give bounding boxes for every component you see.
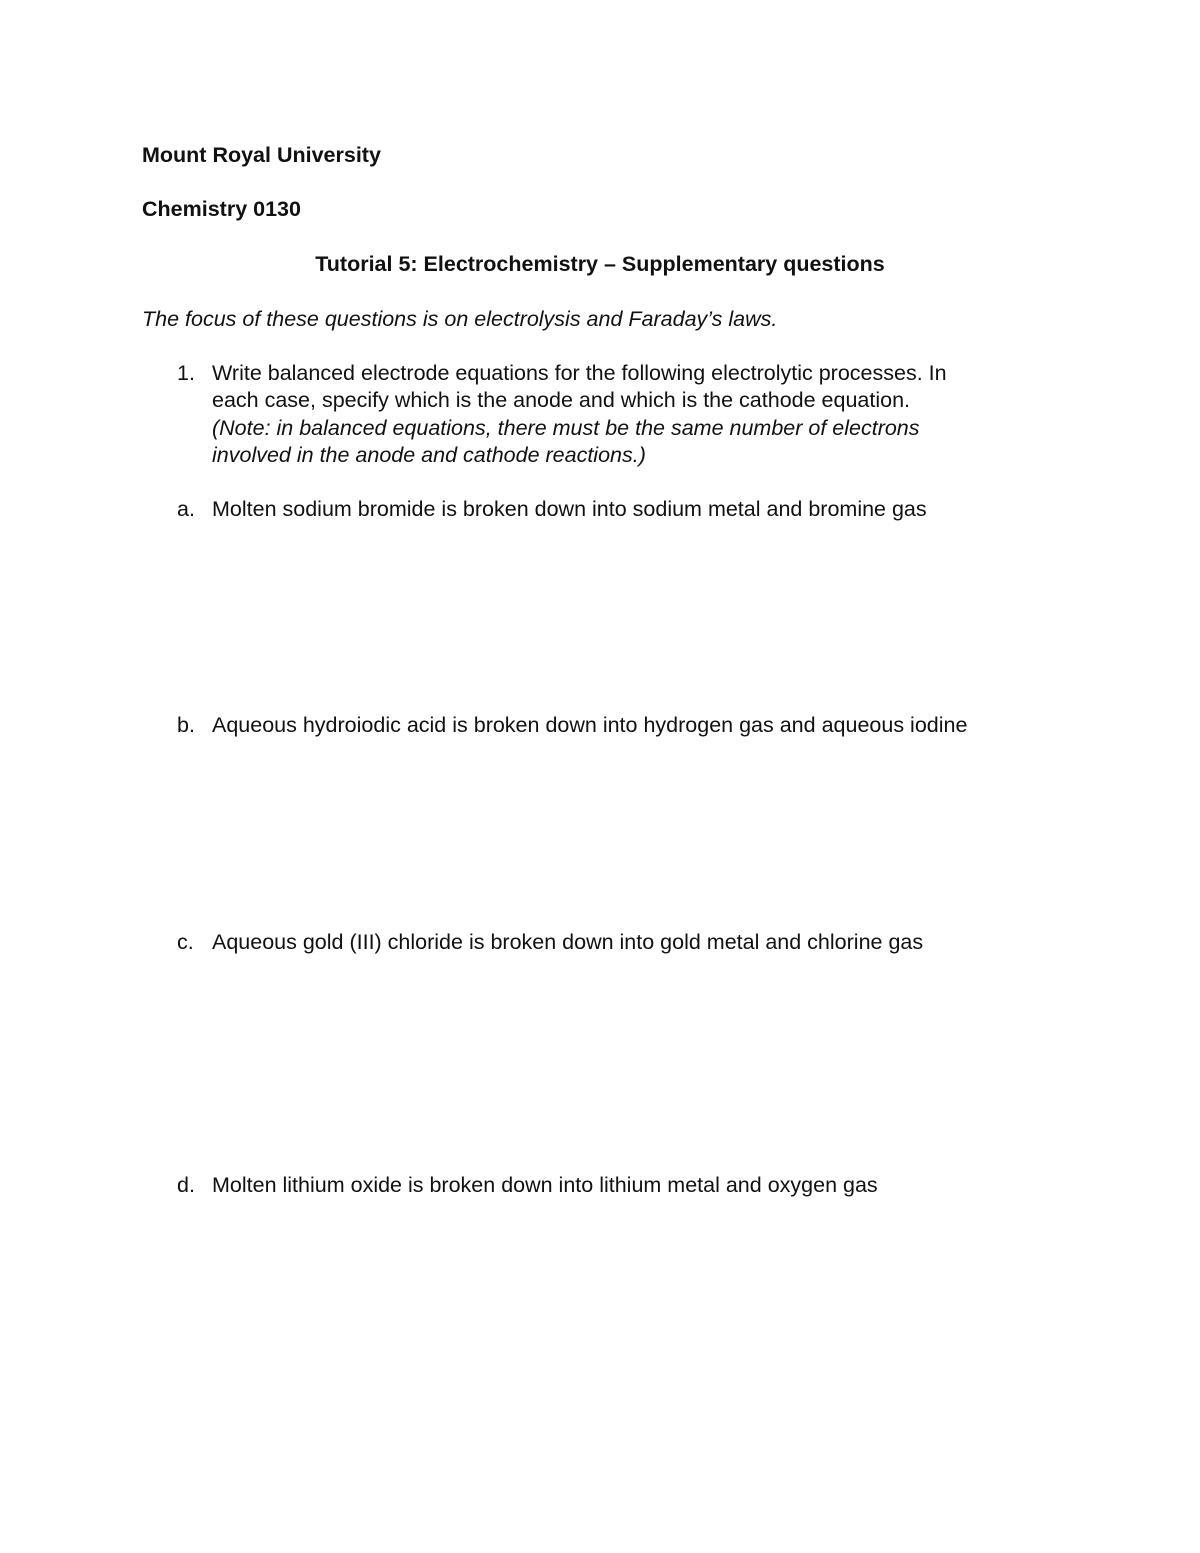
part-text: Molten sodium bromide is broken down into sodium metal and bromine gas	[212, 497, 927, 521]
intro-text: The focus of these questions is on electrolysis and Faraday’s laws.	[142, 307, 778, 331]
part-label: c.	[177, 930, 194, 954]
part-text: Molten lithium oxide is broken down into lithium metal and oxygen gas	[212, 1173, 878, 1197]
course-heading: Chemistry 0130	[142, 197, 301, 221]
question-note: involved in the anode and cathode reactions.)	[212, 442, 646, 467]
question-text	[212, 360, 1072, 469]
part-text: Aqueous gold (III) chloride is broken down into gold metal and chlorine gas	[212, 930, 924, 954]
part-label: b.	[177, 713, 195, 737]
question-line: Write balanced electrode equations for the following electrolytic processes. In	[212, 361, 947, 385]
question-note: (Note: in balanced equations, there must be the same number of electrons	[212, 415, 920, 440]
part-text: Aqueous hydroiodic acid is broken down into hydrogen gas and aqueous iodine	[212, 713, 968, 737]
part-label: a.	[177, 497, 195, 521]
page-title: Tutorial 5: Electrochemistry – Supplementary questions	[315, 252, 885, 276]
question-line: each case, specify which is the anode and which is the cathode equation.	[212, 388, 911, 413]
part-label: d.	[177, 1173, 195, 1197]
institution-heading: Mount Royal University	[142, 143, 381, 167]
question-number: 1.	[177, 361, 195, 385]
